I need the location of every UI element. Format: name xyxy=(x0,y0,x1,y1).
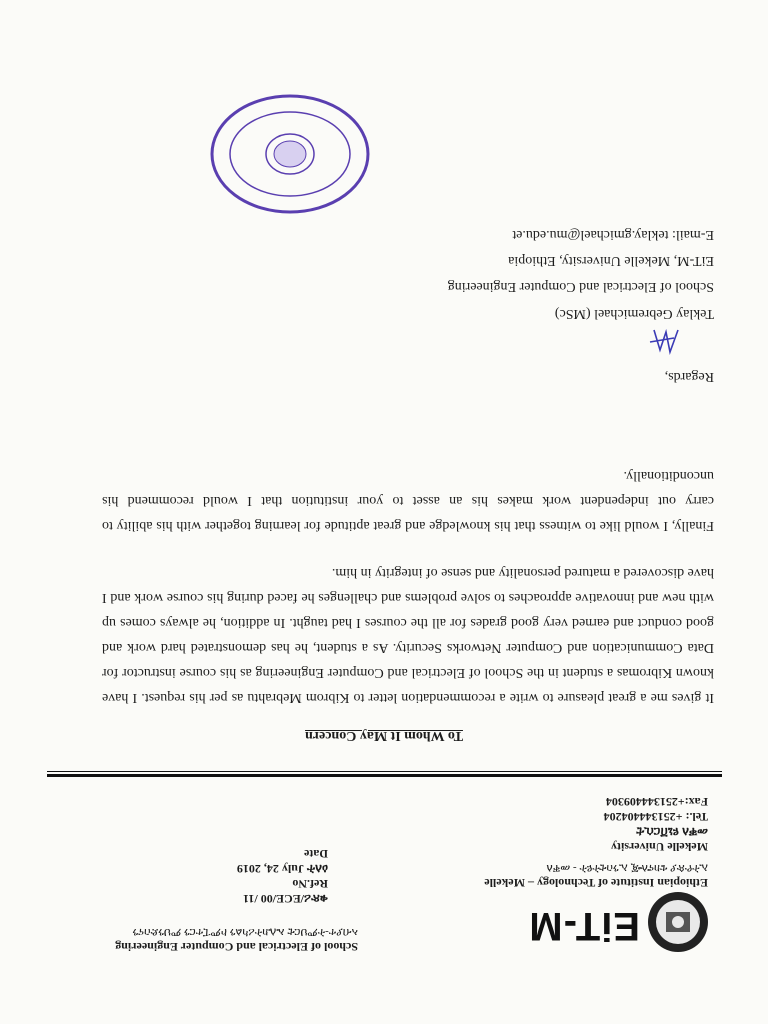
institute-name-amharic: ኢትዮጵያ ቴክኖሎጂ ኢንስቲትዩት - መቐለ xyxy=(546,862,708,874)
date-text: July 24, 2019 xyxy=(236,862,304,876)
signatory-name: Teklay Gebremichael (MSc) xyxy=(554,306,714,321)
university-name-amharic: መቐለ ዩኒቨርሲቲ xyxy=(636,825,708,839)
telephone: Tel.: +251344404204 xyxy=(603,810,708,824)
reference-block xyxy=(128,846,328,906)
university-name: Mekelle University xyxy=(611,840,708,854)
paragraph-1: It gives me a great pleasure to write a recommendation letter to Kibrom Mebrahtu as per his request. I have known Kibromas a student in the School of Electrical and Computer Engineering as his course instructor for Data Communication and Computer Networks Security. As a student, he has demonstrated hard work and good conduct and earned very good grades for all the courses I had taught. In addition, he always comes up with new and innovative approaches to solve problems and challenges he faced during his course work and I have discovered a matured personality and sense of integrity in him. xyxy=(102,565,714,705)
signatory-email: E-mail: teklay.gmichael@mu.edu.et xyxy=(512,227,714,242)
reference-code-suffix: /11 xyxy=(243,892,258,906)
header-divider xyxy=(47,774,722,777)
institute-logo xyxy=(646,890,710,954)
header-divider-thin xyxy=(47,771,722,772)
institute-block xyxy=(408,860,708,890)
university-block xyxy=(408,794,708,854)
official-stamp xyxy=(208,92,372,216)
signature-mark xyxy=(646,326,680,356)
reference-code-prefix: ቁጽሪ/ECE/00 xyxy=(260,892,328,906)
closing: Regards, xyxy=(664,369,714,384)
date-amharic: ዕለት xyxy=(306,862,328,876)
school-name-amharic: ኣብያተ-ትምህርቲ ኤሌክትሪካልን ኮምፒተርን ምህንድስናን xyxy=(132,926,358,938)
signatory-school: School of Electrical and Computer Engineering xyxy=(447,279,714,294)
fax: Fax:+251344409304 xyxy=(605,795,708,809)
school-name: School of Electrical and Computer Engineering xyxy=(115,940,358,954)
date-label: Date xyxy=(304,847,328,861)
date-value xyxy=(128,861,328,876)
signatory-organization: EiT-M, Mekelle University, Ethiopia xyxy=(508,253,714,268)
institute-brand: EiT-M xyxy=(528,904,640,948)
reference-label: Ref.No xyxy=(292,877,328,891)
school-header xyxy=(48,924,358,954)
letter-body xyxy=(102,441,714,710)
paragraph-2: Finally, I would like to witness that his knowledge and great aptitude for learning together with his ability to carry out independent work makes his an asset to your institution that I would recommend his unconditionally. xyxy=(102,468,714,533)
letter-subject: To Whom It May Concern xyxy=(305,728,463,743)
institute-name: Ethiopian Institute of Technology – Mekelle xyxy=(484,876,708,890)
reference-code xyxy=(128,891,328,906)
